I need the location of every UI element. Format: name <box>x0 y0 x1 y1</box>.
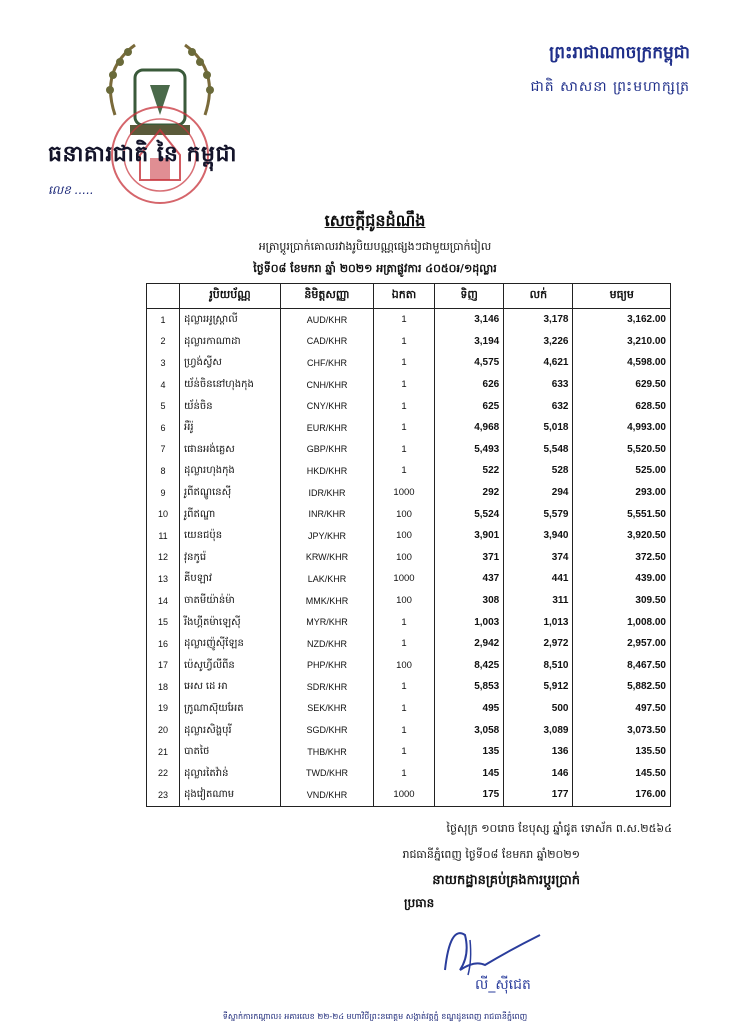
unit-value: 1000 <box>374 568 435 590</box>
unit-value: 100 <box>374 525 435 547</box>
row-number: 14 <box>147 590 180 612</box>
table-row <box>147 417 671 439</box>
buy-rate: 3,901 <box>435 525 504 547</box>
rate-date-line: ថ្ងៃទី០៨ ខែមករា ឆ្នាំ ២០២១ អត្រាផ្លូវការ ៤០៥០៛/១ដុល្លារ <box>253 262 497 275</box>
average-rate: 3,073.50 <box>573 719 671 741</box>
unit-value: 1000 <box>374 482 435 504</box>
unit-value: 1 <box>374 439 435 461</box>
average-rate: 309.50 <box>573 590 671 612</box>
sell-rate: 8,510 <box>504 655 573 677</box>
currency-symbol: CNY/KHR <box>281 395 374 417</box>
currency-symbol: GBP/KHR <box>281 439 374 461</box>
lunar-date: ថ្ងៃសុក្រ ១០រោច ខែបុស្ស ឆ្នាំជូត ទោស័ក ព.ស.២៥៦៤ <box>446 822 672 835</box>
average-rate: 525.00 <box>573 460 671 482</box>
table-row <box>147 762 671 784</box>
average-rate: 176.00 <box>573 784 671 806</box>
unit-value: 100 <box>374 590 435 612</box>
unit-value: 1 <box>374 633 435 655</box>
sell-rate: 136 <box>504 741 573 763</box>
col-header-buy: ទិញ <box>435 284 504 309</box>
sell-rate: 500 <box>504 698 573 720</box>
bank-name: ធនាគារជាតិ នៃ កម្ពុជា <box>48 142 237 167</box>
signer-name: លី_ស៊ីជេត <box>475 977 531 993</box>
currency-name: ដុងវៀតណាម <box>180 784 281 806</box>
currency-name: ផោនអង់គ្លេស <box>180 439 281 461</box>
unit-value: 1 <box>374 352 435 374</box>
table-row <box>147 309 671 331</box>
buy-rate: 4,968 <box>435 417 504 439</box>
exchange-rate-table <box>146 283 671 807</box>
currency-symbol: SEK/KHR <box>281 698 374 720</box>
average-rate: 2,957.00 <box>573 633 671 655</box>
unit-value: 1000 <box>374 784 435 806</box>
buy-rate: 145 <box>435 762 504 784</box>
buy-rate: 3,194 <box>435 331 504 353</box>
table-row <box>147 352 671 374</box>
currency-name: ចាតមីយ៉ាន់ម៉ា <box>180 590 281 612</box>
table-row <box>147 547 671 569</box>
unit-value: 1 <box>374 611 435 633</box>
col-header-number <box>147 284 180 309</box>
buy-rate: 8,425 <box>435 655 504 677</box>
sell-rate: 632 <box>504 395 573 417</box>
currency-symbol: SGD/KHR <box>281 719 374 741</box>
buy-rate: 437 <box>435 568 504 590</box>
average-rate: 372.50 <box>573 547 671 569</box>
table-header-row <box>147 284 671 309</box>
unit-value: 1 <box>374 417 435 439</box>
department-name: នាយកដ្ឋានគ្រប់គ្រងការប្តូរប្រាក់ <box>432 873 580 888</box>
place-and-date: រាជធានីភ្នំពេញ ថ្ងៃទី០៨ ខែមករា ឆ្នាំ២០២១ <box>402 848 580 861</box>
row-number: 10 <box>147 503 180 525</box>
sell-rate: 177 <box>504 784 573 806</box>
table-row <box>147 611 671 633</box>
unit-value: 100 <box>374 503 435 525</box>
reference-number: លេខ ..... <box>48 183 94 197</box>
buy-rate: 371 <box>435 547 504 569</box>
col-header-symbol: និមិត្តសញ្ញា <box>281 284 374 309</box>
currency-symbol: THB/KHR <box>281 741 374 763</box>
currency-symbol: IDR/KHR <box>281 482 374 504</box>
average-rate: 497.50 <box>573 698 671 720</box>
average-rate: 4,993.00 <box>573 417 671 439</box>
table-row <box>147 482 671 504</box>
table-row <box>147 590 671 612</box>
buy-rate: 5,524 <box>435 503 504 525</box>
unit-value: 1 <box>374 460 435 482</box>
footer-address: ទីស្នាក់ការកណ្តាល៖ អគារលេខ ២២-២៤ មហាវិថីព្រះនរោត្តម សង្កាត់វត្តភ្នំ ខណ្ឌដូនពេញ រាជធានីភ្នំពេញ <box>222 1012 528 1021</box>
signer-role: ប្រធាន <box>404 896 435 910</box>
sell-rate: 311 <box>504 590 573 612</box>
currency-name: យ័ន់ចិននៅហុងកុង <box>180 374 281 396</box>
row-number: 1 <box>147 309 180 331</box>
average-rate: 293.00 <box>573 482 671 504</box>
table-row <box>147 676 671 698</box>
sell-rate: 374 <box>504 547 573 569</box>
buy-rate: 5,853 <box>435 676 504 698</box>
row-number: 15 <box>147 611 180 633</box>
page-subtitle: អត្រាប្តូរប្រាក់គោលរវាងរូបិយបណ្ណផ្សេងៗជាមួយប្រាក់រៀល <box>258 240 492 253</box>
currency-name: ប៉េសូហ្វីលីពីន <box>180 655 281 677</box>
currency-symbol: CNH/KHR <box>281 374 374 396</box>
table-row <box>147 439 671 461</box>
national-motto: ជាតិ សាសនា ព្រះមហាក្សត្រ <box>530 79 690 95</box>
row-number: 18 <box>147 676 180 698</box>
currency-name: វុនកូរ៉េ <box>180 547 281 569</box>
currency-name: ក្រូណាស៊ុយអែត <box>180 698 281 720</box>
buy-rate: 626 <box>435 374 504 396</box>
currency-name: ដុល្លារអូស្ត្រាលី <box>180 309 281 331</box>
average-rate: 4,598.00 <box>573 352 671 374</box>
unit-value: 1 <box>374 374 435 396</box>
unit-value: 100 <box>374 547 435 569</box>
currency-symbol: INR/KHR <box>281 503 374 525</box>
average-rate: 3,210.00 <box>573 331 671 353</box>
currency-symbol: NZD/KHR <box>281 633 374 655</box>
currency-name: ដុល្លារហុងកុង <box>180 460 281 482</box>
average-rate: 8,467.50 <box>573 655 671 677</box>
buy-rate: 4,575 <box>435 352 504 374</box>
table-row <box>147 698 671 720</box>
buy-rate: 522 <box>435 460 504 482</box>
average-rate: 3,920.50 <box>573 525 671 547</box>
table-row <box>147 741 671 763</box>
currency-symbol: CAD/KHR <box>281 331 374 353</box>
average-rate: 5,551.50 <box>573 503 671 525</box>
buy-rate: 2,942 <box>435 633 504 655</box>
buy-rate: 1,003 <box>435 611 504 633</box>
table-row <box>147 655 671 677</box>
buy-rate: 5,493 <box>435 439 504 461</box>
row-number: 21 <box>147 741 180 763</box>
kingdom-name: ព្រះរាជាណាចក្រកម្ពុជា <box>549 43 690 63</box>
buy-rate: 625 <box>435 395 504 417</box>
currency-symbol: MMK/KHR <box>281 590 374 612</box>
kingdom-header <box>470 42 690 98</box>
unit-value: 1 <box>374 309 435 331</box>
sell-rate: 633 <box>504 374 573 396</box>
sell-rate: 3,940 <box>504 525 573 547</box>
average-rate: 628.50 <box>573 395 671 417</box>
row-number: 2 <box>147 331 180 353</box>
unit-value: 1 <box>374 719 435 741</box>
currency-name: យេនជប៉ុន <box>180 525 281 547</box>
currency-symbol: CHF/KHR <box>281 352 374 374</box>
currency-symbol: PHP/KHR <box>281 655 374 677</box>
col-header-sell: លក់ <box>504 284 573 309</box>
buy-rate: 3,058 <box>435 719 504 741</box>
table-row <box>147 374 671 396</box>
row-number: 7 <box>147 439 180 461</box>
row-number: 8 <box>147 460 180 482</box>
average-rate: 439.00 <box>573 568 671 590</box>
row-number: 22 <box>147 762 180 784</box>
table-row <box>147 568 671 590</box>
average-rate: 5,882.50 <box>573 676 671 698</box>
buy-rate: 495 <box>435 698 504 720</box>
unit-value: 1 <box>374 698 435 720</box>
sell-rate: 5,018 <box>504 417 573 439</box>
page-title: សេចក្តីជូនដំណឹង <box>324 211 426 230</box>
currency-symbol: TWD/KHR <box>281 762 374 784</box>
currency-name: ដុល្លារតៃវ៉ាន់ <box>180 762 281 784</box>
row-number: 17 <box>147 655 180 677</box>
sell-rate: 146 <box>504 762 573 784</box>
sell-rate: 528 <box>504 460 573 482</box>
sell-rate: 3,178 <box>504 309 573 331</box>
sell-rate: 294 <box>504 482 573 504</box>
table-row <box>147 784 671 806</box>
table-row <box>147 633 671 655</box>
currency-name: រីងហ្គីតម៉ាឡេស៊ី <box>180 611 281 633</box>
currency-name: យ័ន់ចិន <box>180 395 281 417</box>
average-rate: 1,008.00 <box>573 611 671 633</box>
row-number: 13 <box>147 568 180 590</box>
row-number: 12 <box>147 547 180 569</box>
currency-symbol: VND/KHR <box>281 784 374 806</box>
national-bank-emblem <box>95 30 225 225</box>
currency-symbol: MYR/KHR <box>281 611 374 633</box>
col-header-currency: រូបិយប័ណ្ណ <box>180 284 281 309</box>
table-body <box>147 309 671 807</box>
sell-rate: 4,621 <box>504 352 573 374</box>
row-number: 11 <box>147 525 180 547</box>
currency-name: ដុល្លារសិង្ហបុរី <box>180 719 281 741</box>
sell-rate: 1,013 <box>504 611 573 633</box>
average-rate: 5,520.50 <box>573 439 671 461</box>
row-number: 16 <box>147 633 180 655</box>
currency-symbol: HKD/KHR <box>281 460 374 482</box>
sell-rate: 3,226 <box>504 331 573 353</box>
table-row <box>147 331 671 353</box>
table-row <box>147 719 671 741</box>
row-number: 3 <box>147 352 180 374</box>
table-row <box>147 525 671 547</box>
average-rate: 145.50 <box>573 762 671 784</box>
currency-name: ដុល្លារកាណាដា <box>180 331 281 353</box>
currency-name: ហ្វ្រង់ស្វីស <box>180 352 281 374</box>
sell-rate: 5,548 <box>504 439 573 461</box>
average-rate: 135.50 <box>573 741 671 763</box>
buy-rate: 135 <box>435 741 504 763</box>
row-number: 5 <box>147 395 180 417</box>
currency-symbol: LAK/KHR <box>281 568 374 590</box>
currency-name: រូពីឥណ្ឌា <box>180 503 281 525</box>
currency-symbol: SDR/KHR <box>281 676 374 698</box>
currency-name: អឺរ៉ូ <box>180 417 281 439</box>
row-number: 23 <box>147 784 180 806</box>
unit-value: 1 <box>374 676 435 698</box>
sell-rate: 5,912 <box>504 676 573 698</box>
row-number: 4 <box>147 374 180 396</box>
col-header-average: មធ្យម <box>573 284 671 309</box>
sell-rate: 5,579 <box>504 503 573 525</box>
row-number: 20 <box>147 719 180 741</box>
sell-rate: 2,972 <box>504 633 573 655</box>
row-number: 19 <box>147 698 180 720</box>
row-number: 9 <box>147 482 180 504</box>
sell-rate: 3,089 <box>504 719 573 741</box>
currency-name: បាតថៃ <box>180 741 281 763</box>
currency-symbol: KRW/KHR <box>281 547 374 569</box>
currency-name: អេស ដេ អា <box>180 676 281 698</box>
buy-rate: 175 <box>435 784 504 806</box>
average-rate: 629.50 <box>573 374 671 396</box>
buy-rate: 308 <box>435 590 504 612</box>
buy-rate: 3,146 <box>435 309 504 331</box>
sell-rate: 441 <box>504 568 573 590</box>
average-rate: 3,162.00 <box>573 309 671 331</box>
currency-symbol: EUR/KHR <box>281 417 374 439</box>
table-row <box>147 503 671 525</box>
buy-rate: 292 <box>435 482 504 504</box>
unit-value: 1 <box>374 395 435 417</box>
currency-symbol: AUD/KHR <box>281 309 374 331</box>
unit-value: 1 <box>374 762 435 784</box>
currency-name: គីបឡាវ <box>180 568 281 590</box>
currency-name: ដុល្លារញ៉ូស៊ីឡែន <box>180 633 281 655</box>
unit-value: 1 <box>374 741 435 763</box>
row-number: 6 <box>147 417 180 439</box>
table-row <box>147 460 671 482</box>
currency-symbol: JPY/KHR <box>281 525 374 547</box>
unit-value: 100 <box>374 655 435 677</box>
currency-name: រូពីឥណ្ឌូនេស៊ី <box>180 482 281 504</box>
table-row <box>147 395 671 417</box>
unit-value: 1 <box>374 331 435 353</box>
col-header-unit: ឯកតា <box>374 284 435 309</box>
